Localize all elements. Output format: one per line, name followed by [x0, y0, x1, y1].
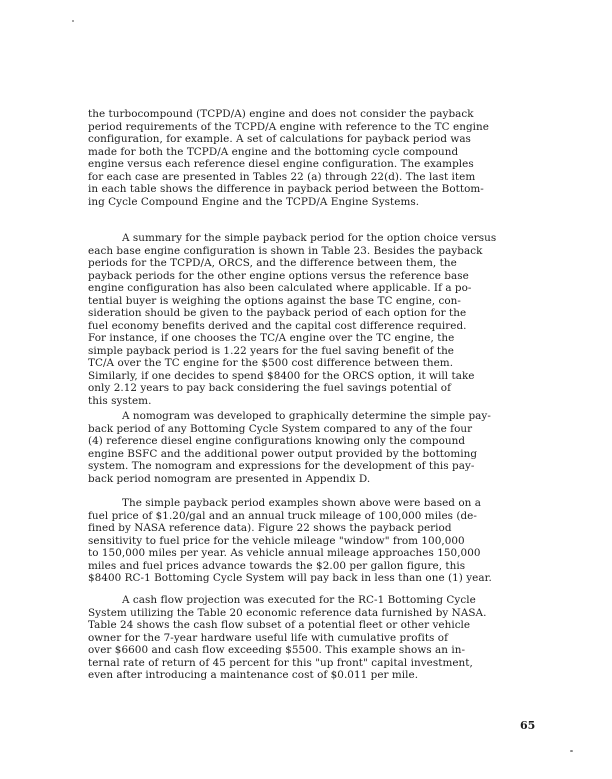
text-line: Similarly, if one decides to spend $8400 for the ORCS option, it will take — [88, 369, 475, 382]
text-line: ternal rate of return of 45 percent for this "up front" capital investment, — [88, 656, 473, 669]
text-line: A cash flow projection was executed for the RC-1 Bottoming Cycle — [122, 594, 476, 606]
text-line: simple payback period is 1.22 years for the fuel saving benefit of the — [88, 344, 455, 357]
text-line: periods for the TCPD/A, ORCS, and the difference between them, the — [88, 257, 457, 269]
text-line: made for both the TCPD/A engine and the bottoming cycle compound — [88, 145, 459, 158]
paragraph-4 — [88, 497, 538, 585]
text-line: ing Cycle Compound Engine and the TCPD/A Engine Systems. — [88, 195, 420, 208]
text-line: For instance, if one chooses the TC/A engine over the TC engine, the — [88, 332, 455, 344]
text-line: back period nomogram are presented in Appendix D. — [88, 472, 371, 485]
text-line: to 150,000 miles per year. As vehicle annual mileage approaches 150,000 — [88, 547, 481, 559]
scan-speck — [72, 20, 74, 22]
text-line: engine BSFC and the additional power output provided by the bottoming — [88, 447, 478, 460]
text-line: TC/A over the TC engine for the $500 cost difference between them. — [88, 357, 454, 369]
text-line: configuration, for example. A set of calculations for payback period was — [88, 133, 471, 145]
text-line: even after introducing a maintenance cost of $0.011 per mile. — [88, 669, 419, 681]
text-line: System utilizing the Table 20 economic reference data furnished by NASA. — [88, 606, 487, 619]
text-line: The simple payback period examples shown above were based on a — [122, 497, 481, 509]
text-line: $8400 RC-1 Bottoming Cycle System will pay back in less than one (1) year. — [88, 572, 492, 584]
text-line: tential buyer is weighing the options against the base TC engine, con- — [88, 294, 461, 307]
paragraph-2 — [88, 232, 538, 407]
text-line: owner for the 7-year hardware useful life with cumulative profits of — [88, 631, 448, 644]
text-line: (4) reference diesel engine configurations knowing only the compound — [88, 435, 466, 447]
text-line: payback periods for the other engine options versus the reference base — [88, 269, 469, 282]
text-line: period requirements of the TCPD/A engine with reference to the TC engine — [88, 120, 489, 133]
text-line: A summary for the simple payback period for the option choice versus — [122, 232, 497, 244]
text-line: engine configuration has also been calculated where applicable. If a po- — [88, 282, 472, 294]
paragraph-3 — [88, 410, 538, 485]
text-line: sensitivity to fuel price for the vehicle mileage "window" from 100,000 — [88, 534, 465, 547]
text-line: Table 24 shows the cash flow subset of a potential fleet or other vehicle — [88, 619, 471, 631]
text-line: system. The nomogram and expressions for the development of this pay- — [88, 460, 475, 472]
text-line: the turbocompound (TCPD/A) engine and does not consider the payback — [88, 108, 474, 120]
text-line: each base engine configuration is shown in Table 23. Besides the payback — [88, 244, 483, 257]
page-number: 65 — [520, 719, 536, 732]
text-line: fuel price of $1.20/gal and an annual truck mileage of 100,000 miles (de- — [88, 509, 477, 522]
text-line: fined by NASA reference data). Figure 22 shows the payback period — [88, 522, 452, 534]
text-line: miles and fuel prices advance towards the $2.00 per gallon figure, this — [88, 559, 466, 572]
text-line: back period of any Bottoming Cycle System compared to any of the four — [88, 422, 473, 435]
text-line: this system. — [88, 394, 152, 407]
text-line: engine versus each reference diesel engine configuration. The examples — [88, 158, 474, 170]
text-line: over $6600 and cash flow exceeding $5500. This example shows an in- — [88, 644, 466, 656]
text-line: fuel economy benefits derived and the capital cost difference required. — [88, 319, 467, 332]
text-line: for each case are presented in Tables 22 (a) through 22(d). The last item — [88, 170, 476, 183]
text-line: sideration should be given to the payback period of each option for the — [88, 307, 467, 319]
scan-speck — [570, 750, 573, 752]
paragraph-1 — [88, 108, 538, 208]
text-line: in each table shows the difference in payback period between the Bottom- — [88, 183, 484, 195]
paragraph-5 — [88, 594, 538, 682]
text-line: only 2.12 years to pay back considering the fuel savings potential of — [88, 382, 452, 394]
text-line: A nomogram was developed to graphically determine the simple pay- — [122, 410, 491, 422]
